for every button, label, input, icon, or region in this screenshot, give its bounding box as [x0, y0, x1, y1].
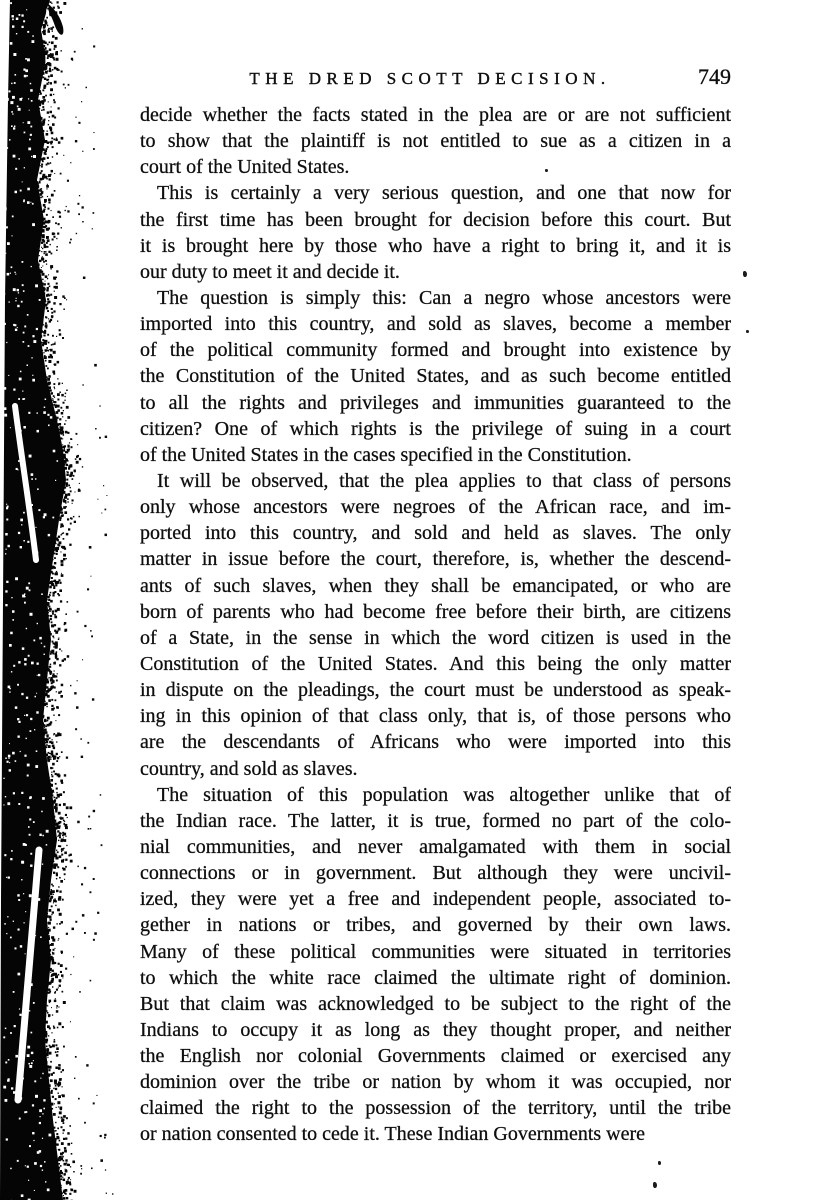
- text-line: it is brought here by those who have a right to bring it, and it is: [140, 234, 731, 257]
- page-header: [140, 64, 731, 88]
- text-line: of the United States in the cases specified in the Constitution.: [140, 443, 632, 466]
- text-line: claimed the right to the possession of the territory, until the tribe: [140, 1097, 731, 1120]
- text-line: Constitution of the United States. And this being the only matter: [140, 652, 731, 675]
- text-line: The situation of this population was altogether unlike that of: [157, 783, 731, 806]
- text-line: But that claim was acknowledged to be subject to the right of the: [140, 992, 731, 1015]
- text-line: gether in nations or tribes, and governed by their own laws.: [140, 914, 731, 937]
- text-line: of the political community formed and brought into existence by: [140, 339, 731, 362]
- text-line: our duty to meet it and decide it.: [140, 260, 400, 283]
- text-line: the first time has been brought for decision before this court. But: [140, 208, 731, 231]
- text-line: the English nor colonial Governments claimed or exercised any: [140, 1045, 731, 1068]
- page-text: [140, 102, 731, 1148]
- text-line: to show that the plaintiff is not entitled to sue as a citizen in a: [140, 130, 731, 153]
- text-line: connections or in government. But although they were uncivil-: [140, 862, 731, 885]
- text-line: ported into this country, and sold and held as slaves. The only: [140, 522, 731, 545]
- text-line: to all the rights and privileges and immunities guaranteed to the: [140, 391, 731, 414]
- text-line: in dispute on the pleadings, the court must be understood as speak-: [140, 679, 731, 702]
- page-number: 749: [698, 64, 731, 89]
- text-line: This is certainly a very serious question, and one that now for: [157, 182, 731, 205]
- paragraph: [140, 782, 731, 1148]
- text-line: the Indian race. The latter, it is true, formed no part of the colo-: [140, 809, 731, 832]
- text-line: imported into this country, and sold as slaves, become a member: [140, 313, 731, 336]
- text-line: citizen? One of which rights is the privilege of suing in a court: [140, 417, 731, 440]
- ink-speck: [658, 1161, 661, 1165]
- text-line: Many of these political communities were situated in territories: [140, 940, 731, 963]
- text-line: country, and sold as slaves.: [140, 757, 358, 780]
- binding-shadow-artifact: [0, 0, 120, 1200]
- text-line: ized, they were yet a free and independent people, associated to-: [140, 888, 731, 911]
- text-line: ants of such slaves, when they shall be emancipated, or who are: [140, 574, 731, 597]
- text-line: to which the white race claimed the ultimate right of dominion.: [140, 966, 731, 989]
- text-line: matter in issue before the court, therefore, is, whether the descend-: [140, 548, 731, 571]
- text-line: dominion over the tribe or nation by whom it was occupied, nor: [140, 1071, 731, 1094]
- text-line: nial communities, and never amalgamated with them in social: [140, 835, 731, 858]
- text-line: or nation consented to cede it. These Indian Governments were: [140, 1123, 646, 1146]
- text-line: only whose ancestors were negroes of the African race, and im-: [140, 496, 731, 519]
- text-line: born of parents who had become free before their birth, are citizens: [140, 600, 731, 623]
- text-line: are the descendants of Africans who were imported into this: [140, 731, 731, 754]
- page-content: [140, 0, 731, 1148]
- text-line: ing in this opinion of that class only, that is, of those persons who: [140, 705, 731, 728]
- paragraph: [140, 180, 731, 285]
- text-line: It will be observed, that the plea applies to that class of persons: [157, 469, 731, 492]
- text-line: of a State, in the sense in which the word citizen is used in the: [140, 626, 731, 649]
- text-line: court of the United States.: [140, 156, 350, 179]
- ink-speck: [746, 330, 749, 333]
- text-line: decide whether the facts stated in the plea are or are not sufficient: [140, 104, 731, 126]
- ink-speck: [653, 1182, 657, 1188]
- text-line: the Constitution of the United States, and as such become entitled: [140, 365, 731, 388]
- paragraph: [140, 468, 731, 782]
- text-line: Indians to occupy it as long as they thought proper, and neither: [140, 1018, 731, 1041]
- text-line: The question is simply this: Can a negro whose ancestors were: [157, 286, 731, 309]
- running-header: THE DRED SCOTT DECISION.: [249, 69, 611, 88]
- paragraph: [140, 102, 731, 180]
- ink-speck: [743, 271, 747, 277]
- paragraph: [140, 285, 731, 468]
